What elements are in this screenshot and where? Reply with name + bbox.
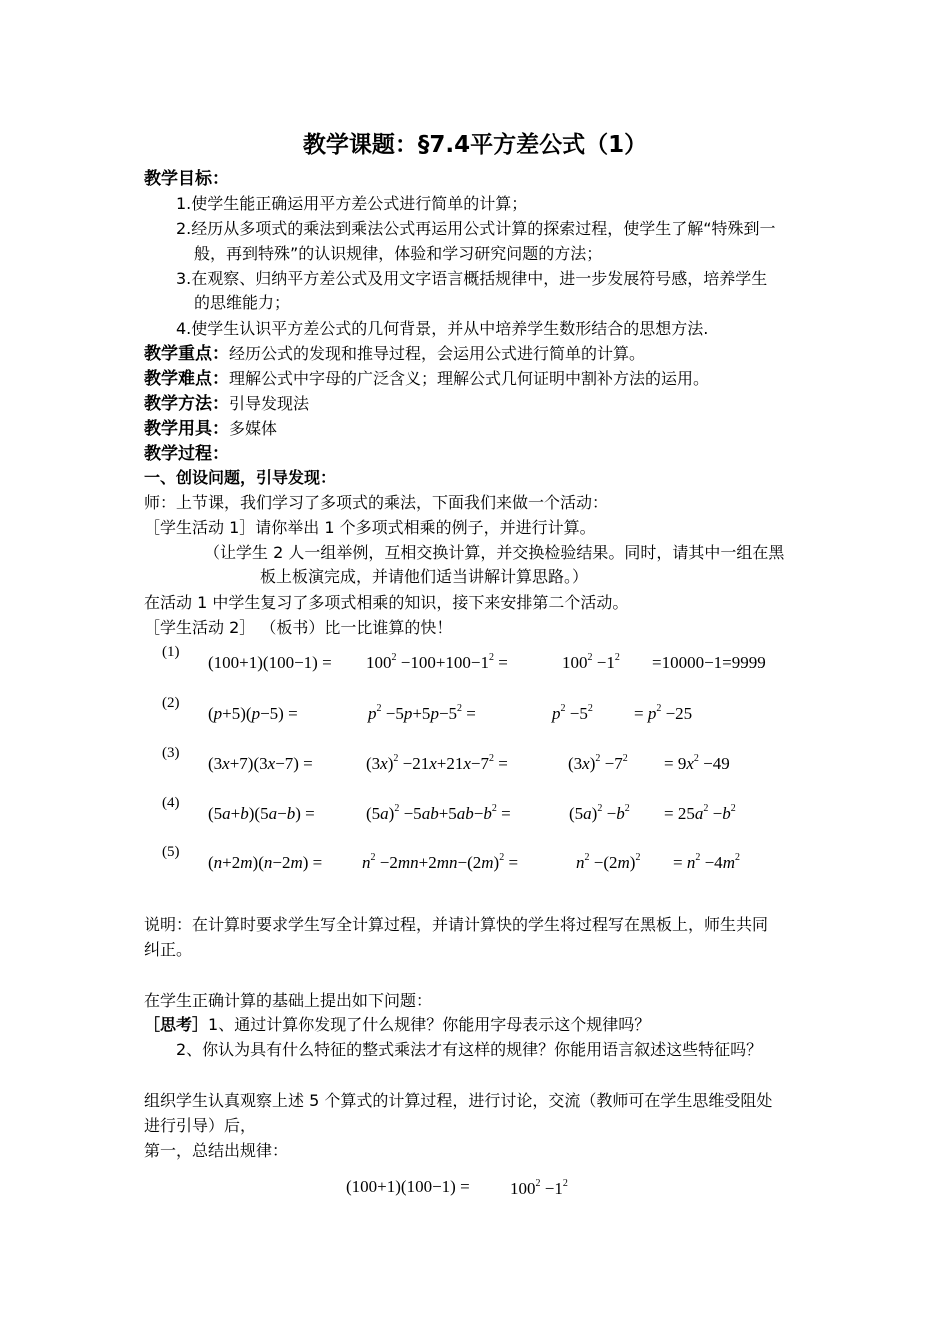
think-q1: ［思考］1、通过计算你发现了什么规律？你能用字母表示这个规律吗？ — [144, 1015, 651, 1034]
goal-item-cont: 般，再到特殊”的认识规律，体验和学习研究问题的方法； — [194, 244, 603, 263]
example-expression-a: (n+2m)(n−2m) = — [208, 853, 323, 872]
example-expression-a: (3x+7)(3x−7) = — [208, 754, 313, 773]
goal-item: 3.在观察、归纳平方差公式及用文字语言概括规律中，进一步发展符号感，培养学生 — [176, 269, 768, 288]
example-expression-a: (5a+b)(5a−b) = — [208, 804, 315, 823]
example-expression-a: (p+5)(p−5) = — [208, 704, 298, 723]
tools: 教学用具：多媒体 — [144, 419, 278, 439]
body-text: 在学生正确计算的基础上提出如下问题： — [144, 991, 433, 1010]
method: 教学方法：引导发现法 — [144, 394, 310, 414]
example-number: (4) — [162, 795, 180, 811]
body-text: 组织学生认真观察上述 5 个算式的计算过程，进行讨论，交流（教师可在学生思维受阻处 — [144, 1091, 773, 1110]
goal-item: 2.经历从多项式的乘法到乘法公式再运用公式计算的探索过程，使学生了解“特殊到一 — [176, 219, 776, 238]
example-number: (1) — [162, 644, 180, 660]
example-expression-d: = $9x^2 -49$ — [664, 753, 730, 773]
section-heading: 一、创设问题，引导发现： — [144, 468, 337, 487]
example-expression-c: $p^2 -5^2$ — [552, 703, 593, 723]
goal-item: 1.使学生能正确运用平方差公式进行简单的计算； — [176, 194, 528, 213]
example-expression-c: $(3x)^2 -7^2$ — [568, 753, 628, 773]
page-title: 教学课题：§7.4平方差公式（1） — [302, 132, 648, 158]
example-expression-d: =10000−1=9999 — [652, 653, 766, 672]
key-point: 教学重点：经历公式的发现和推导过程，会运用公式进行简单的计算。 — [144, 344, 646, 364]
final-equation-lhs: (100+1)(100−1) = — [346, 1177, 470, 1196]
final-equation-rhs: $100^2 -1^2$ — [510, 1178, 568, 1198]
example-expression-c: $100^2 -1^2$ — [562, 652, 620, 672]
example-expression-a: (100+1)(100−1) = — [208, 653, 332, 672]
example-expression-b: $p^2 -5p+5p-5^2$ = — [368, 703, 476, 723]
example-expression-b: $n^2 -2mn+2mn-(2m)^2$ = — [362, 852, 519, 872]
body-text: 板上板演完成，并请他们适当讲解计算思路。） — [260, 567, 589, 586]
body-text: 在活动 1 中学生复习了多项式相乘的知识，接下来安排第二个活动。 — [144, 593, 629, 612]
goal-item-cont: 的思维能力； — [194, 293, 291, 312]
example-expression-b: $(3x)^2 -21x+21x-7^2$ = — [366, 753, 508, 773]
activity-2: ［学生活动 2］ （板书）比一比谁算的快！ — [144, 618, 453, 637]
body-text: 第一，总结出规律： — [144, 1141, 289, 1160]
goals-heading: 教学目标： — [144, 169, 229, 189]
example-expression-d: = $p^2 -25$ — [634, 703, 693, 723]
example-expression-b: $(5a)^2 -5ab+5ab-b^2$ = — [366, 803, 511, 823]
think-q2: 2、你认为具有什么特征的整式乘法才有这样的规律？你能用语言叙述这些特征吗？ — [176, 1040, 763, 1059]
body-text: 师：上节课，我们学习了多项式的乘法，下面我们来做一个活动： — [144, 493, 609, 512]
example-expression-c: $n^2 -(2m)^2$ — [576, 852, 641, 872]
example-expression-b: $100^2 -100+100-1^2$ = — [366, 652, 508, 672]
example-expression-d: = $n^2 -4m^2$ — [673, 852, 740, 872]
example-expression-d: = $25a^2 -b^2$ — [664, 803, 736, 823]
activity-1: ［学生活动 1］请你举出 1 个多项式相乘的例子，并进行计算。 — [144, 518, 596, 537]
note-text: 说明：在计算时要求学生写全计算过程，并请计算快的学生将过程写在黑板上，师生共同 — [144, 915, 769, 934]
difficulty: 教学难点：理解公式中字母的广泛含义；理解公式几何证明中割补方法的运用。 — [144, 369, 710, 389]
example-number: (2) — [162, 695, 180, 711]
body-text: （让学生 2 人一组举例，互相交换计算，并交换检验结果。同时，请其中一组在黑 — [204, 543, 785, 562]
example-number: (5) — [162, 844, 180, 860]
example-expression-c: $(5a)^2 -b^2$ — [569, 803, 630, 823]
process-heading: 教学过程： — [144, 444, 229, 464]
goal-item: 4.使学生认识平方差公式的几何背景，并从中培养学生数形结合的思想方法. — [176, 319, 709, 338]
body-text: 进行引导）后， — [144, 1116, 257, 1135]
example-number: (3) — [162, 745, 180, 761]
note-text: 纠正。 — [144, 940, 193, 959]
